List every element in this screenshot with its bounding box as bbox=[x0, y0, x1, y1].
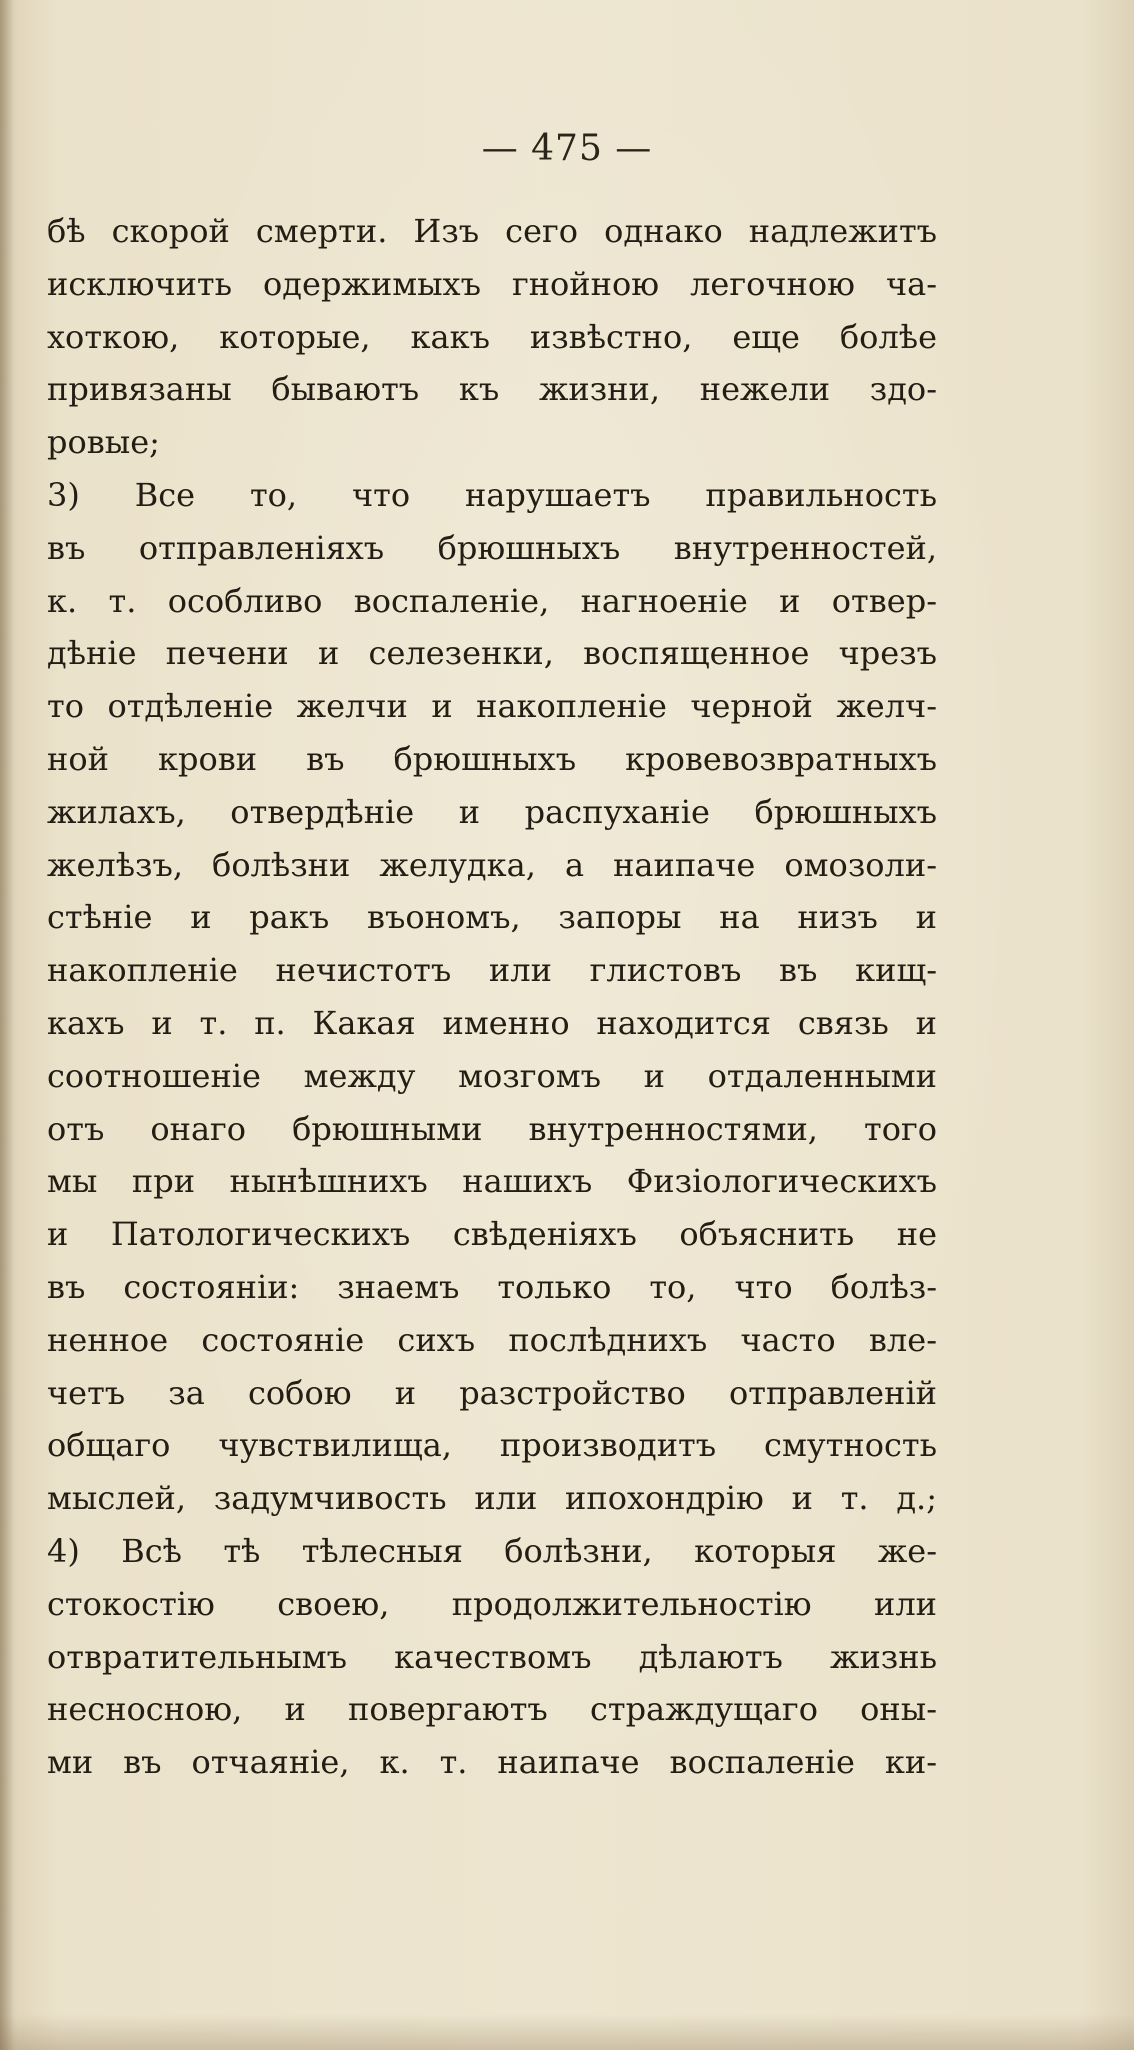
text-line: общаго чувствилища, производитъ смутность bbox=[47, 1426, 937, 1465]
text-line: накопленiе нечистотъ или глистовъ въ кищ- bbox=[47, 951, 937, 990]
text-line: к. т. особливо воспаленiе, нагноенiе и отвер- bbox=[47, 581, 937, 620]
text-line: отъ онаго брюшными внутренностями, того bbox=[47, 1109, 937, 1148]
text-line: бѣ скорой смерти. Изъ сего однако надлежитъ bbox=[47, 212, 937, 250]
text-line: дѣнiе печени и селезенки, воспященное чрезъ bbox=[47, 634, 937, 673]
text-line: мыслей, задумчивость или ипохондрiю и т. д.; bbox=[47, 1479, 937, 1518]
text-line: въ состоянiи: знаемъ только то, что болѣз- bbox=[47, 1267, 937, 1306]
text-line: привязаны бываютъ къ жизни, нежели здо- bbox=[47, 370, 937, 409]
text-line: желѣзъ, болѣзни желудка, а наипаче омозоли- bbox=[47, 845, 937, 884]
text-line: ми въ отчаянiе, к. т. наипаче воспаленiе ки- bbox=[47, 1743, 937, 1782]
text-line: стѣнiе и ракъ въономъ, запоры на низъ и bbox=[47, 898, 937, 937]
text-line: исключить одержимыхъ гнойною легочною ча- bbox=[47, 264, 937, 303]
text-line: хоткою, которые, какъ извѣстно, еще болѣе bbox=[47, 317, 937, 356]
text-line: мы при нынѣшнихъ нашихъ Физiологическихъ bbox=[47, 1162, 937, 1201]
text-line: ной крови въ брюшныхъ кровевозвратныхъ bbox=[47, 739, 937, 778]
text-line: 4) Всѣ тѣ тѣлесныя болѣзни, которыя же- bbox=[47, 1531, 937, 1570]
text-line: то отдѣленiе желчи и накопленiе черной желч- bbox=[47, 687, 937, 726]
text-line: соотношенiе между мозгомъ и отдаленными bbox=[47, 1056, 937, 1095]
text-line: ненное состоянiе сихъ послѣднихъ часто вле- bbox=[47, 1320, 937, 1359]
text-line: въ отправленiяхъ брюшныхъ внутренностей, bbox=[47, 528, 937, 567]
text-line: стокостiю своею, продолжительностiю или bbox=[47, 1584, 937, 1623]
text-line: несносною, и повергаютъ страждущаго оны- bbox=[47, 1690, 937, 1729]
text-line: ровые; bbox=[47, 423, 160, 462]
text-line: четъ за собою и разстройство отправленiй bbox=[47, 1373, 937, 1412]
text-line: жилахъ, отвердѣнiе и распуханiе брюшныхъ bbox=[47, 792, 937, 831]
text-line: и Патологическихъ свѣденiяхъ объяснить не bbox=[47, 1215, 937, 1254]
text-line: 3) Все то, что нарушаетъ правильность bbox=[47, 475, 937, 514]
text-line: кахъ и т. п. Какая именно находится связь и bbox=[47, 1003, 937, 1042]
text-line: отвратительнымъ качествомъ дѣлаютъ жизнь bbox=[47, 1637, 937, 1676]
page-text bbox=[47, 205, 937, 1789]
page-number: — 475 — bbox=[481, 128, 653, 169]
